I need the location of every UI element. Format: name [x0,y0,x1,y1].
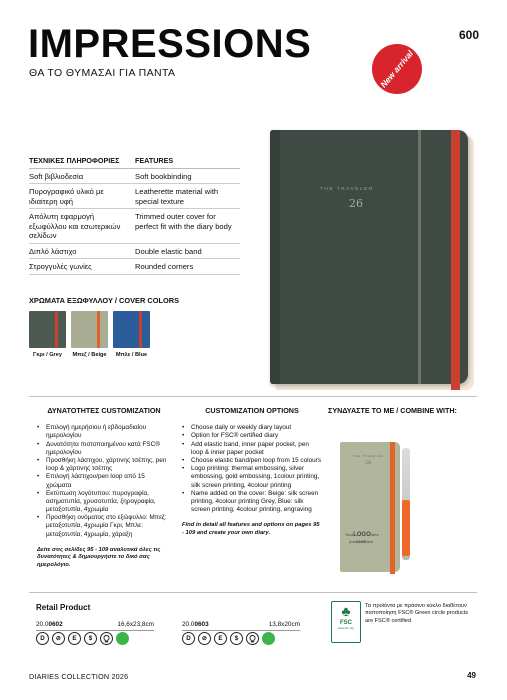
table-row [29,209,240,243]
list-item: • Προσθήκη λάστιχου, χάρτινης τσέπης, pen loop & χάρτινης τσέπης [37,457,171,473]
name-word: NAME [355,540,367,544]
cover-colors-title: ΧΡΩΜΑΤΑ ΕΞΩΦΥΛΛΟΥ / COVER COLORS [29,296,179,305]
product-row [182,621,300,631]
swatch-label-beige: Μπεζ / Beige [72,352,107,358]
spec-en: Rounded corners [135,262,194,272]
notebook-cover [270,130,468,384]
spec-en: Double elastic band [135,246,202,256]
fsc-note: Τα προϊόντα με πράσινο κύκλο διαθέτουν πιστοποίηση FSC® Green circle products are FSC® certified [365,603,469,624]
fsc-tree-icon: ♣ [341,603,351,619]
code-prefix: 20.0 [36,621,49,628]
spec-gr: Απόλυτη εφαρμογή εξωφύλλου και εσωτερικών σελίδων [29,212,121,241]
specs-header-en: FEATURES [135,156,174,165]
color-swatches [29,311,150,348]
combo-name-placeholder [349,540,373,544]
list-item: • Logo printing: thermal embossing, silver embossing, gold embossing, 1colour printing, silk screen printing, 4colour printing [182,465,322,490]
list-item: • Προσθήκη ονόματος στο εξώφυλλο: Μπεζ: μεταξοτυπία, 4χρωμία Γκρι, Μπλε: μεταξοτυπία, 4χρωμία, χάραξη [37,514,171,539]
customization-note: Δείτε στις σελίδες 95 - 109 αναλυτικά όλες τις δυνατότητες & δημιουργήστε το δικό σας ημερολόγιο. [37,546,161,568]
spec-gr: Στρογγυλές γωνίες [29,262,92,272]
price-icon: $ [84,632,97,645]
logo-word: LOGO [353,532,371,538]
fsc-label: FSC [340,620,352,626]
spec-gr: Διπλό λάστιχο [29,246,77,256]
product-code: 600 [458,28,479,42]
code-prefix: 20.0 [182,621,195,628]
notebook-image [270,130,474,388]
options-title: CUSTOMIZATION OPTIONS [205,406,299,415]
fsc-logo [331,601,361,643]
table-row [29,259,240,274]
product-code [182,621,209,628]
notebook-elastic-band [451,130,460,390]
page-number: 49 [467,671,476,680]
specs-table [29,156,240,275]
logo-suffix: here [370,532,379,537]
spec-gr: Πυρογραφικό υλικό με ιδιαίτερη υφή [29,187,104,206]
list-item: • Επιλογή ημερήσιου ή εβδομαδιαίου ημερολογίου [37,424,171,440]
combo-elastic-band [390,442,395,574]
product-icons [182,632,275,645]
bulb-icon [246,632,259,645]
spec-en: Trimmed outer cover for perfect fit with the diary body [135,212,232,231]
product-row [36,621,154,631]
combine-column [328,406,476,424]
list-item: • Choose elastic band/pen loop from 15 colours [182,457,322,465]
fsc-circle-icon [262,632,275,645]
spec-en: Leatherette material with special texture [135,187,219,206]
list-item: • Επιλογή λάστιχου/pen loop από 15 χρώματα [37,473,171,489]
notebook-spine [270,130,280,384]
spec-gr: Soft βιβλιοδεσία [29,172,84,181]
retail-title: Retail Product [36,603,91,612]
pen-grip [402,500,410,556]
notebook-brand: THE TRAVELER [320,187,374,192]
swatch-beige[interactable] [71,311,108,348]
page-title: IMPRESSIONS [28,22,312,66]
options-list [182,424,322,514]
list-item: • Δυνατότητα πιστοποιημένου κατά FSC® ημερολογίου [37,441,171,457]
notebook-strap [418,130,421,384]
product-size: 13,8x20cm [268,621,300,628]
product-code [36,621,63,628]
table-row [29,244,240,259]
divider [29,592,477,593]
logo-prefix: Your [345,532,354,537]
no-index-icon: ⊘ [198,632,211,645]
divider [29,396,477,397]
customization-list [37,424,171,539]
combo-logo-placeholder [345,532,379,538]
new-arrival-badge [372,44,422,94]
table-row [29,184,240,209]
list-item: • Option for FSC® certified diary [182,432,322,440]
page-subtitle: ΘΑ ΤΟ ΘΥΜΑΣΑΙ ΓΙΑ ΠΑΝΤΑ [29,67,176,79]
badge-label: New arrival [378,48,416,90]
fsc-url: www.fsc.org [337,626,355,630]
swatch-label-blue: Μπλε / Blue [115,352,148,358]
daily-icon: D [36,632,49,645]
swatch-band [97,311,100,348]
list-item: • Εκτύπωση λογότυπου: πυρογραφία, ασημοτυπία, χρυσοτυπία, ξηρογραφία, μεταξοτυπία, 4χρωμία [37,490,171,515]
list-item: • Name added on the cover: Beige: silk screen printing, 4colour printing Grey, Blue: silk screen printing, 4colour printing, engraving [182,490,322,515]
footer-collection: DIARIES COLLECTION 2026 [29,672,129,681]
combo-notebook-image [340,442,402,574]
no-index-icon: ⊘ [52,632,65,645]
swatch-labels [29,352,150,359]
spec-en: Soft bookbinding [135,172,192,181]
swatch-band [55,311,58,348]
fsc-circle-icon [116,632,129,645]
code-number: 0602 [48,621,63,628]
swatch-grey[interactable] [29,311,66,348]
product-icons [36,632,129,645]
daily-icon: D [182,632,195,645]
notebook-year: 26 [349,197,363,210]
elastic-icon: E [68,632,81,645]
swatch-band [139,311,142,348]
code-number: 0603 [194,621,209,628]
table-row [29,169,240,184]
combo-notebook-year: 26 [365,460,372,466]
name-suffix: here [366,540,374,544]
specs-header-gr: ΤΕΧΝΙΚΕΣ ΠΛΗΡΟΦΟΡΙΕΣ [29,156,120,165]
specs-header [29,156,240,169]
swatch-label-grey: Γκρι / Grey [33,352,62,358]
name-prefix: your [349,540,356,544]
combo-notebook-brand: THE TRAVELER [353,454,384,458]
bulb-icon [100,632,113,645]
list-item: • Choose daily or weekly diary layout [182,424,322,432]
elastic-icon: E [214,632,227,645]
customization-title: ΔΥΝΑΤΟΤΗΤΕΣ CUSTOMIZATION [47,406,161,415]
product-size: 16,6x23,8cm [117,621,154,628]
list-item: • Add elastic band, inner paper pocket, pen loop & inner paper pocket [182,441,322,457]
price-icon: $ [230,632,243,645]
swatch-blue[interactable] [113,311,150,348]
combine-title: ΣΥΝΔΥΑΣΤΕ ΤΟ ΜΕ / COMBINE WITH: [328,406,457,415]
options-note: Find in detail all features and options on pages 95 - 109 and create your own diary. [182,522,320,536]
customization-column-en [182,406,322,537]
customization-column-gr [37,406,171,569]
